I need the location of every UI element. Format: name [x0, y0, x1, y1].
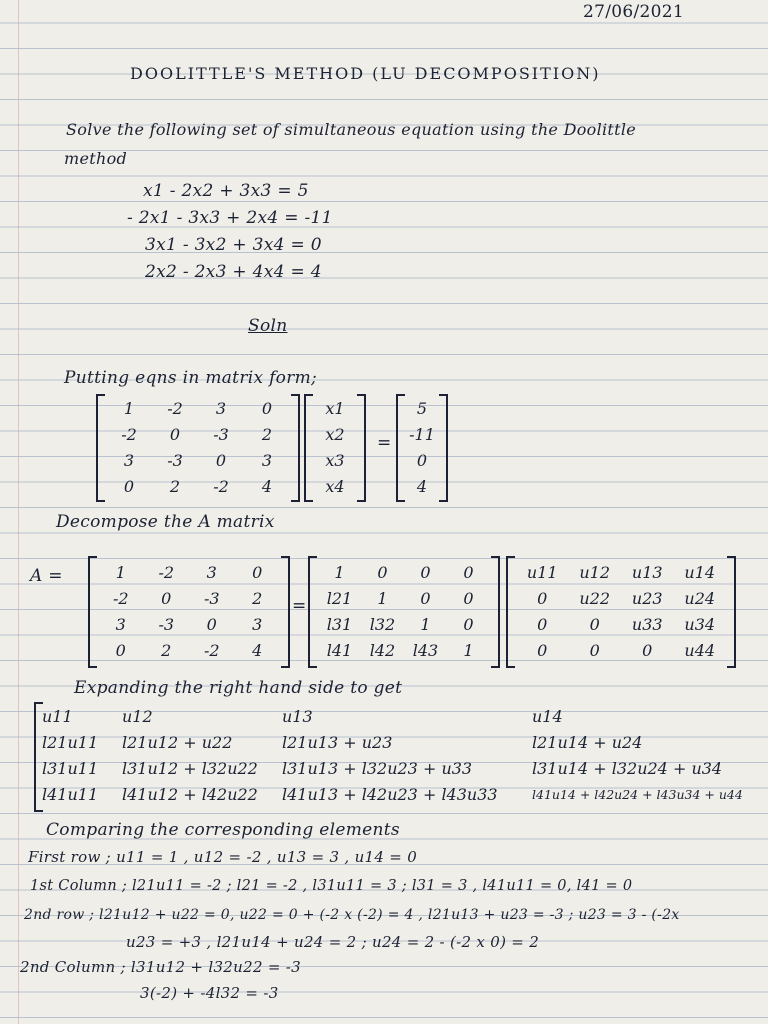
vector-cell: -11	[409, 425, 435, 444]
matrix-cell: 1	[115, 563, 126, 582]
matrix-cell: -2	[167, 399, 183, 418]
matrix-cell: 0	[215, 451, 227, 470]
constant-vector	[396, 394, 448, 502]
matrix-cell: -3	[213, 425, 229, 444]
comparing-line-4: u23 = +3 , l21u14 + u24 = 2 ; u24 = 2 - (-2 x 0) = 2	[126, 933, 540, 951]
expanded-cell: l41u12 + l42u22	[122, 785, 258, 804]
equation-3: 3x1 - 3x2 + 3x4 = 0	[145, 235, 322, 255]
vector-cell: x2	[325, 425, 345, 444]
matrix-cell: -2	[213, 477, 229, 496]
expanded-cell: l21u14 + u24	[532, 733, 643, 752]
matrix-cell: u34	[684, 615, 716, 634]
matrix-cell: 0	[252, 563, 263, 582]
matrix-cell: 0	[463, 615, 474, 634]
matrix-cell: 1	[420, 615, 431, 634]
matrix-cell: 2	[161, 641, 172, 660]
matrix-u	[506, 556, 736, 668]
comparing-heading: Comparing the corresponding elements	[46, 820, 400, 840]
matrix-cell: 3	[215, 399, 227, 418]
matrix-cell: 3	[261, 451, 273, 470]
coefficient-matrix	[96, 394, 300, 502]
decompose-equals-sign: =	[292, 596, 307, 616]
vector-cell: x4	[325, 477, 345, 496]
comparing-line-3: 2nd row ; l21u12 + u22 = 0, u22 = 0 + (-2 x (-2) = 4 , l21u13 + u23 = -3 ; u23 = 3 - (-2x	[24, 907, 680, 923]
matrix-cell: u44	[684, 641, 716, 660]
matrix-cell: l31	[326, 615, 353, 634]
matrix-cell: -3	[158, 615, 175, 634]
matrix-cell: 0	[161, 589, 172, 608]
expanded-cell: l21u13 + u23	[282, 733, 393, 752]
matrix-cell: 0	[420, 563, 431, 582]
matrix-cell: 1	[463, 641, 474, 660]
matrix-cell: -3	[203, 589, 220, 608]
matrix-cell: 2	[261, 425, 273, 444]
vector-cell: 0	[416, 451, 428, 470]
expanded-cell: u13	[282, 707, 313, 726]
matrix-cell: u33	[631, 615, 663, 634]
matrix-cell: 0	[377, 563, 388, 582]
matrix-cell: u13	[631, 563, 663, 582]
matrix-cell: 3	[206, 563, 217, 582]
matrix-cell: u24	[684, 589, 716, 608]
comparing-line-5: 2nd Column ; l31u12 + l32u22 = -3	[20, 958, 301, 976]
matrix-cell: 0	[420, 589, 431, 608]
comparing-line-2: 1st Column ; l21u11 = -2 ; l21 = -2 , l31u11 = 3 ; l31 = 3 , l41u11 = 0, l41 = 0	[30, 878, 633, 894]
page-title: DOOLITTLE'S METHOD (LU DECOMPOSITION)	[130, 64, 601, 83]
date-text: 27/06/2021	[583, 2, 684, 22]
matrix-cell: 0	[115, 641, 126, 660]
matrix-cell: 0	[642, 641, 653, 660]
matrix-a	[88, 556, 290, 668]
expanded-cell: l31u11	[42, 759, 99, 778]
matrix-cell: 1	[334, 563, 345, 582]
problem-statement-line-2: method	[64, 149, 128, 168]
decompose-heading: Decompose the A matrix	[56, 512, 275, 532]
expanded-cell: l31u14 + l32u24 + u34	[532, 759, 723, 778]
matrix-cell: l41	[326, 641, 353, 660]
vector-cell: 4	[416, 477, 428, 496]
expanded-cell: u14	[532, 707, 563, 726]
matrix-cell: 2	[169, 477, 181, 496]
matrix-cell: u22	[579, 589, 611, 608]
matrix-cell: 4	[261, 477, 273, 496]
matrix-cell: 3	[252, 615, 263, 634]
variable-vector	[304, 394, 366, 502]
matrix-cell: 3	[123, 451, 135, 470]
equation-2: - 2x1 - 3x3 + 2x4 = -11	[127, 208, 333, 228]
matrix-cell: 1	[123, 399, 135, 418]
expanded-cell: l41u11	[42, 785, 99, 804]
matrix-cell: u23	[631, 589, 663, 608]
matrix-cell: -2	[203, 641, 220, 660]
expanded-cell: u12	[122, 707, 153, 726]
matrix-cell: 0	[463, 589, 474, 608]
matrix-cell: 0	[123, 477, 135, 496]
matrix-cell: 4	[252, 641, 263, 660]
matrix-cell: l32	[369, 615, 396, 634]
matrix-cell: 2	[252, 589, 263, 608]
expanded-cell: l31u13 + l32u23 + u33	[282, 759, 473, 778]
equation-4: 2x2 - 2x3 + 4x4 = 4	[145, 262, 322, 282]
expanded-cell: l31u12 + l32u22	[122, 759, 258, 778]
matrix-cell: 1	[377, 589, 388, 608]
expanded-cell: l21u11	[42, 733, 99, 752]
matrix-l	[308, 556, 500, 668]
matrix-cell: 0	[206, 615, 217, 634]
matrix-cell: u11	[526, 563, 558, 582]
matrix-cell: -3	[167, 451, 183, 470]
matrix-cell: 0	[537, 641, 548, 660]
expanding-heading: Expanding the right hand side to get	[74, 678, 403, 698]
matrix-cell: 0	[463, 563, 474, 582]
matrix-equals-sign: =	[377, 433, 392, 453]
decompose-lhs: A =	[30, 566, 63, 586]
expanded-cell: l21u12 + u22	[122, 733, 233, 752]
matrix-form-heading: Putting eqns in matrix form;	[64, 368, 318, 388]
matrix-cell: u14	[684, 563, 716, 582]
matrix-cell: 0	[537, 615, 548, 634]
matrix-cell: 3	[115, 615, 126, 634]
matrix-cell: -2	[121, 425, 137, 444]
matrix-cell: l21	[326, 589, 353, 608]
expanded-cell: l41u14 + l42u24 + l43u34 + u44	[532, 787, 743, 802]
matrix-cell: 0	[589, 615, 600, 634]
comparing-line-1: First row ; u11 = 1 , u12 = -2 , u13 = 3 , u14 = 0	[28, 848, 418, 866]
vector-cell: 5	[416, 399, 428, 418]
page-margin-line	[18, 0, 19, 1024]
expanded-product-matrix	[34, 702, 764, 812]
matrix-cell: 0	[261, 399, 273, 418]
vector-cell: x3	[325, 451, 345, 470]
expanded-cell: l41u13 + l42u23 + l43u33	[282, 785, 498, 804]
comparing-line-6: 3(-2) + -4l32 = -3	[140, 984, 279, 1002]
solution-heading: Soln	[248, 316, 288, 336]
matrix-cell: 0	[589, 641, 600, 660]
matrix-cell: 0	[537, 589, 548, 608]
matrix-cell: l43	[412, 641, 439, 660]
vector-cell: x1	[325, 399, 345, 418]
problem-statement-line-1: Solve the following set of simultaneous equation using the Doolittle	[66, 120, 637, 139]
equation-1: x1 - 2x2 + 3x3 = 5	[143, 181, 309, 201]
matrix-cell: 0	[169, 425, 181, 444]
matrix-cell: u12	[579, 563, 611, 582]
matrix-cell: -2	[112, 589, 129, 608]
matrix-cell: -2	[158, 563, 175, 582]
expanded-cell: u11	[42, 707, 73, 726]
matrix-cell: l42	[369, 641, 396, 660]
